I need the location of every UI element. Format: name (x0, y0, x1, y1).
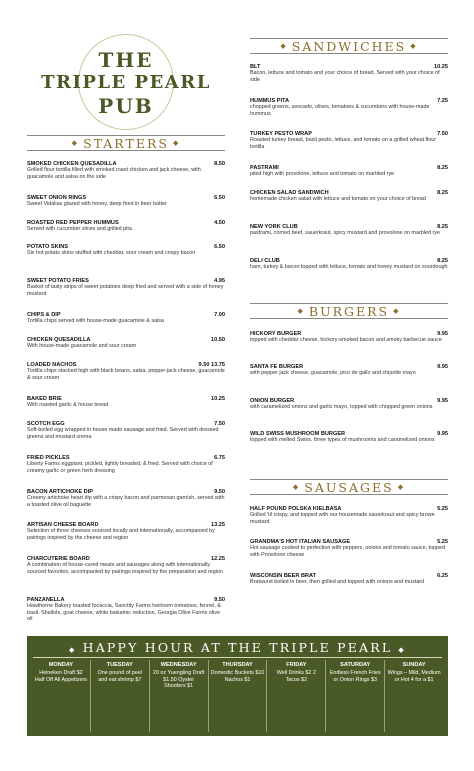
diamond-icon: ◆ (297, 307, 305, 315)
diamond-icon: ◆ (69, 646, 77, 654)
menu-item-sausage: WISCONSIN BEER BRAT 6.25 Bratwurst boiled in beer, then grilled and topped with onions and mustard (250, 573, 448, 586)
happy-hour-day: TUESDAY One pound of peel and eat shrimp $7 (91, 660, 150, 732)
happy-hour-days (32, 660, 443, 732)
menu-item-starter: ARTISAN CHEESE BOARD 13.25 Selection of three cheeses sourced locally and internationally, accompanied by pairings inspired by the cheese and region (27, 522, 225, 541)
menu-item-starter: LOADED NACHOS 9.50 13.75 Tortilla chips stacked high with black beans, salsa, pepper-jack cheese, guacamole & sour cream (27, 362, 225, 381)
menu-item-sandwich: BLT 10.25 Bacon, lettuce and tomato and your choice of bread. Served with your choice of side (250, 64, 448, 83)
diamond-icon: ◆ (71, 139, 80, 147)
pub-logo (40, 40, 212, 126)
menu-item-sausage: HALF POUND POLSKA KIELBASA 5.25 Grilled 'til crispy, and topped with our housemade sauerkraut and spicy brown mustard (250, 506, 448, 525)
diamond-icon: ◆ (397, 483, 406, 491)
menu-item-sandwich: CHICKEN SALAD SANDWICH 8.25 homemade chicken salad with lettuce and tomato on your choice of bread (250, 190, 448, 203)
diamond-icon: ◆ (393, 307, 401, 315)
diamond-icon: ◆ (172, 139, 181, 147)
happy-hour-day: MONDAY Heineken Draft $2 Half Off All Appetizers (32, 660, 91, 732)
menu-item-burger: HICKORY BURGER 9.95 topped with cheddar cheese, hickory-smoked bacon and smoky barbecue sauce (250, 331, 448, 344)
sandwiches-heading: ◆ SANDWICHES ◆ (250, 38, 448, 54)
logo-line-3: PUB (98, 94, 154, 118)
menu-item-starter: BAKED BRIE 10.25 With roasted garlic & house bread (27, 396, 225, 409)
happy-hour-day: FRIDAY Well Drinks $2 2 Tacos $2 (267, 660, 326, 732)
menu-item-burger: WILD SWISS MUSHROOM BURGER 9.95 topped with melted Swiss, three types of mushrooms and caramelized onions (250, 431, 448, 444)
menu-item-starter: POTATO SKINS 6.50 Six hot potato skins stuffed with cheddar, sour cream and crispy bacon (27, 244, 225, 257)
menu-item-starter: ROASTED RED PEPPER HUMMUS 4.50 Served with cucumber slices and grilled pita (27, 220, 225, 233)
diamond-icon: ◆ (292, 483, 301, 491)
menu-item-starter: SWEET POTATO FRIES 4.95 Basket of tasty strips of sweet potatoes deep fried and served with a side of honey mustard (27, 278, 225, 297)
menu-item-sandwich: TURKEY PESTO WRAP 7.50 Roasted turkey breast, basil pesto, lettuce, and tomato on a grilled wheat flour tortilla (250, 131, 448, 150)
burgers-heading: ◆ BURGERS ◆ (250, 303, 448, 319)
happy-hour-day: THURSDAY Domestic Buckets $10 Nachos $1 (209, 660, 268, 732)
menu-item-sandwich: DELI CLUB 8.25 ham, turkey & bacon topped with lettuce, tomato and honey mustard on sourdough (250, 258, 448, 271)
happy-hour-day: SUNDAY Wings – Mild, Medium or Hot 4 for a $1 (387, 662, 441, 683)
logo-line-1: THE (98, 48, 154, 72)
menu-item-sandwich: HUMMUS PITA 7.25 chopped greens, avocado, olives, tomatoes & cucumbers with house-made hummus (250, 98, 448, 117)
menu-item-sandwich: NEW YORK CLUB 8.25 pastrami, corned beef, sauerkraut, spicy mustard and provolone on marbled rye (250, 224, 448, 237)
menu-item-starter: BACON ARTICHOKE DIP 9.50 Creamy artichoke heart dip with a crispy bacon and parmesan garnish, served with a toasted olive oil baguette (27, 489, 225, 508)
menu-item-sausage: GRANDMA'S HOT ITALIAN SAUSAGE 5.25 Hot sausage cooked to perfection with peppers, onions and tomato sauce, topped with Provolone cheese (250, 539, 448, 558)
diamond-icon: ◆ (280, 42, 288, 50)
menu-item-sandwich: PASTRAMI 8.25 piled high with provolone, lettuce and tomato on marbled rye (250, 165, 448, 178)
happy-hour-divider (33, 657, 442, 658)
menu-item-burger: ONION BURGER 9.95 with caramelized onions and garlic mayo, topped with chopped green onions (250, 398, 448, 411)
menu-item-starter: SCOTCH EGG 7.50 Soft-boiled egg wrapped in house made sausage and fried. Served with dressed greens and mustard crema (27, 421, 225, 440)
happy-hour-day: SATURDAY Endless French Fries or Onion Rings $3 (326, 660, 385, 732)
happy-hour-day: WEDNESDAY 20 oz Yuengling Draft $1.50 Oyster Shooters $1 (150, 660, 209, 732)
menu-item-starter: FRIED PICKLES 6.75 Liberty Farms eggplant, pickled, lightly breaded, & fried. Served with choice of creamy garlic or green herb dressing (27, 455, 225, 474)
sausages-heading: ◆ SAUSAGES ◆ (250, 479, 448, 495)
menu-item-starter: CHIPS & DIP 7.00 Tortilla chips served with house-made guacamole & salsa (27, 312, 225, 325)
menu-item-starter: CHICKEN QUESADILLA 10.50 With house-made guacamole and sour cream (27, 337, 225, 350)
logo-line-2: TRIPLE PEARL (41, 72, 211, 93)
happy-hour-panel (27, 636, 448, 736)
menu-item-starter: CHARCUTERIE BOARD 12.25 A combination of house-cured meats and sausages along with internationally sourced favorites, accompanied by pairings inspired by the preparation and region (27, 556, 225, 575)
menu-item-starter: SWEET ONION RINGS 6.50 Sweet Vidalias glazed with honey, deep fried in beer batter (27, 195, 225, 208)
menu-item-starter: SMOKED CHICKEN QUESADILLA 8.50 Grilled flour tortilla filled with smoked roast chicken and jack cheese, with guacamole and salsa on the side (27, 161, 225, 180)
starters-heading: ◆ STARTERS ◆ (27, 135, 225, 151)
diamond-icon: ◆ (398, 646, 406, 654)
happy-hour-title: ◆ HAPPY HOUR AT THE TRIPLE PEARL ◆ (69, 640, 406, 655)
menu-item-burger: SANTA FE BURGER 9.95 with pepper jack cheese, guacamole, pico de gallo and chipotle mayo (250, 364, 448, 377)
diamond-icon: ◆ (410, 42, 418, 50)
menu-item-starter: PANZANELLA 9.50 Hawthorne Bakery toasted focaccia, Sanctity Farms heirloom tomatoes, fennel, & basil. Shallots, goat cheese, white balsamic reduction, Georgia Olive Farms olive oil (27, 597, 225, 623)
